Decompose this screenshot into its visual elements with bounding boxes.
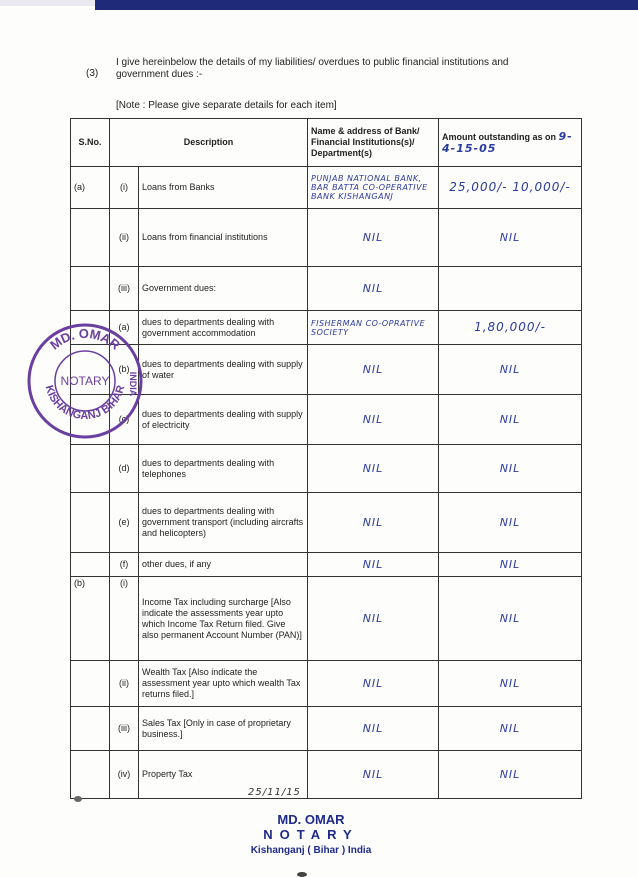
row-amount: 25,000/- 10,000/- [439,167,582,209]
seal-top-text: MD. OMAR [47,325,123,353]
row-sub: (iv) [110,751,139,799]
row-sub: (iii) [110,267,139,311]
row-sub: (d) [110,445,139,493]
seal-right-text: INDIA [128,371,138,397]
signature: 25/11/15 [248,787,301,798]
stamp-place: Kishanganj ( Bihar ) India [250,845,372,856]
row-amount: NIL [439,661,582,707]
row-sno [71,445,110,493]
row-sub: (f) [110,553,139,577]
row-sno [71,661,110,707]
row-name: NIL [308,445,439,493]
header-amount [439,119,582,167]
header-description: Description [110,119,308,167]
ink-speck [74,796,82,802]
row-desc: Government dues: [139,267,308,311]
row-amount: NIL [439,577,582,661]
table-header-row [71,119,582,167]
row-sub: (c) [110,395,139,445]
seal-center-text: NOTARY [60,374,110,388]
row-sno [71,553,110,577]
row-amount: NIL [439,707,582,751]
table-row [71,345,582,395]
row-amount: NIL [439,553,582,577]
row-amount: NIL [439,493,582,553]
table-row [71,707,582,751]
row-sub: (e) [110,493,139,553]
section-number: (3) [86,68,99,79]
row-name: NIL [308,661,439,707]
row-sno [71,493,110,553]
row-name: NIL [308,751,439,799]
header-sno: S.No. [71,119,110,167]
row-name: NIL [308,209,439,267]
row-sno [71,209,110,267]
row-amount: 1,80,000/- [439,311,582,345]
table-row [71,553,582,577]
row-sub: (a) [110,311,139,345]
row-amount: NIL [439,345,582,395]
top-shadow [0,0,95,6]
row-name: PUNJAB NATIONAL BANK, BAR BATTA CO-OPERATIVE BANK KISHANGANJ [308,167,439,209]
row-desc: dues to departments dealing with supply of water [139,345,308,395]
row-amount: NIL [439,751,582,799]
table-row [71,167,582,209]
row-desc: Sales Tax [Only in case of proprietary business.] [139,707,308,751]
svg-text:KISHANGANJ BIHAR [43,384,128,422]
ink-speck [297,872,307,877]
row-name: NIL [308,553,439,577]
table-row [71,267,582,311]
header-amount-date: 9-4-15-05 [442,129,573,155]
row-name: NIL [308,267,439,311]
row-sub: (b) [110,345,139,395]
row-desc: dues to departments dealing with telephones [139,445,308,493]
stamp-name: MD. OMAR [277,812,345,827]
table-row [71,209,582,267]
row-desc: Loans from Banks [139,167,308,209]
row-desc: dues to departments dealing with supply of electricity [139,395,308,445]
row-amount: NIL [439,445,582,493]
top-edge-band [95,0,638,10]
row-sub: (iii) [110,707,139,751]
row-desc: Loans from financial institutions [139,209,308,267]
row-desc: other dues, if any [139,553,308,577]
row-desc: dues to departments dealing with government accommodation [139,311,308,345]
liabilities-table [70,118,582,799]
table-row [71,661,582,707]
section-note: [Note : Please give separate details for each item] [116,100,337,111]
table-row [71,311,582,345]
row-amount [439,267,582,311]
row-sno [71,267,110,311]
table-row [71,577,582,661]
stamp-title: NOTARY [263,827,359,842]
row-name: NIL [308,395,439,445]
row-desc: Income Tax including surcharge [Also indicate the assessments year upto which Income Tax Return filed. Give also permanent Account Number (PAN)] [139,577,308,661]
row-sno [71,707,110,751]
row-sno [71,751,110,799]
row-sub: (i) [110,577,139,661]
row-sub: (i) [110,167,139,209]
row-name: NIL [308,707,439,751]
row-desc: dues to departments dealing with government transport (including aircrafts and helicopters) [139,493,308,553]
header-amount-label: Amount outstanding as on [442,131,556,142]
row-name: NIL [308,493,439,553]
row-amount: NIL [439,209,582,267]
row-amount: NIL [439,395,582,445]
table-row [71,493,582,553]
row-desc: Wealth Tax [Also indicate the assessment year upto which wealth Tax returns filed.] [139,661,308,707]
row-sub: (ii) [110,209,139,267]
header-name-address: Name & address of Bank/ Financial Institutions(s)/ Department(s) [308,119,439,167]
row-name: NIL [308,577,439,661]
row-sub: (ii) [110,661,139,707]
table-row [71,395,582,445]
row-name: NIL [308,345,439,395]
section-intro-text: I give hereinbelow the details of my liabilities/ overdues to public financial institutions and government dues :- [116,57,509,80]
row-desc: Property Tax [139,751,308,799]
notary-seal [26,322,144,440]
row-name: FISHERMAN CO-OPRATIVE SOCIETY [308,311,439,345]
seal-bottom-text: KISHANGANJ BIHAR [42,383,128,423]
row-sno: (b) [71,577,110,661]
table-row [71,445,582,493]
row-sno: (a) [71,167,110,209]
